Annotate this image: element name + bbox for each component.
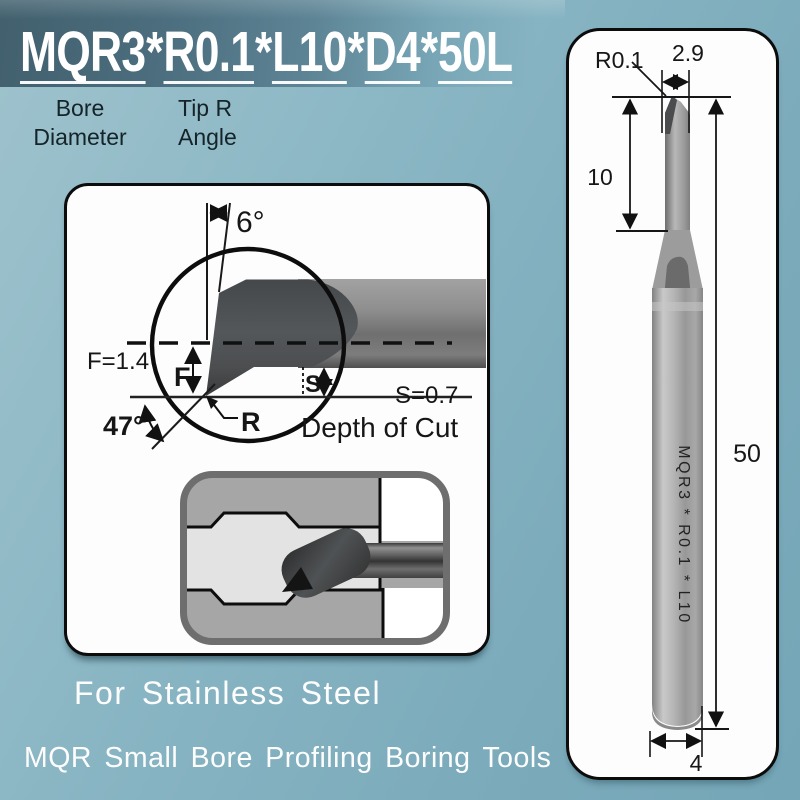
bar-cutting-head bbox=[206, 280, 358, 397]
clearance-angle-label: 47° bbox=[103, 411, 144, 441]
rake-slant-line bbox=[219, 203, 230, 292]
tool-dimension-drawing bbox=[566, 28, 779, 780]
separator-star: * bbox=[146, 20, 163, 84]
tool-front-view bbox=[652, 96, 703, 730]
tool-grind-highlight bbox=[652, 302, 703, 311]
separator-star: * bbox=[347, 20, 364, 84]
f-value-label: F=1.4 bbox=[87, 348, 150, 375]
overall-length-label: 50 bbox=[733, 440, 761, 468]
model-part-tip-r: R0.1 bbox=[163, 20, 255, 84]
tip-width-label: 2.9 bbox=[672, 40, 704, 66]
rake-angle-label: 6° bbox=[236, 206, 265, 239]
tip-radius-label: R0.1 bbox=[595, 47, 644, 73]
tip-callout-line2: Angle bbox=[178, 124, 237, 150]
r-letter-label: R bbox=[241, 407, 261, 437]
bore-callout-line1: Bore bbox=[55, 95, 105, 121]
bore-cross-section bbox=[183, 474, 448, 643]
tip-callout-line1: Tip R bbox=[178, 95, 233, 121]
boring-bar-side-view bbox=[206, 279, 486, 396]
model-number-title bbox=[20, 20, 513, 84]
model-banner bbox=[0, 0, 565, 87]
material-text: For Stainless Steel bbox=[74, 675, 382, 711]
bore-callout-line2: Diameter bbox=[33, 124, 127, 150]
model-part-overall: 50L bbox=[438, 20, 513, 84]
model-part-length: L10 bbox=[272, 20, 347, 84]
depth-of-cut-label: Depth of Cut bbox=[301, 412, 459, 443]
separator-star: * bbox=[420, 20, 438, 84]
tip-geometry-diagram bbox=[64, 183, 490, 656]
clearance-angle-arc bbox=[145, 406, 163, 441]
model-part-series: MQR3 bbox=[20, 20, 146, 84]
shank-diameter-label: 4 bbox=[689, 750, 703, 776]
s-letter-label: S bbox=[305, 371, 322, 398]
f-letter-label: F bbox=[174, 362, 191, 392]
model-part-dia: D4 bbox=[364, 20, 420, 84]
tip-r-angle-callout bbox=[178, 94, 237, 152]
separator-star: * bbox=[254, 20, 272, 84]
s-value-label: S=0.7 bbox=[395, 382, 459, 409]
shank-engraving-text: MQR3 * R0.1 * L10 bbox=[675, 445, 692, 625]
neck-length-label: 10 bbox=[587, 164, 613, 190]
bore-diameter-callout bbox=[28, 94, 132, 152]
product-category-text: MQR Small Bore Profiling Boring Tools bbox=[24, 742, 552, 774]
